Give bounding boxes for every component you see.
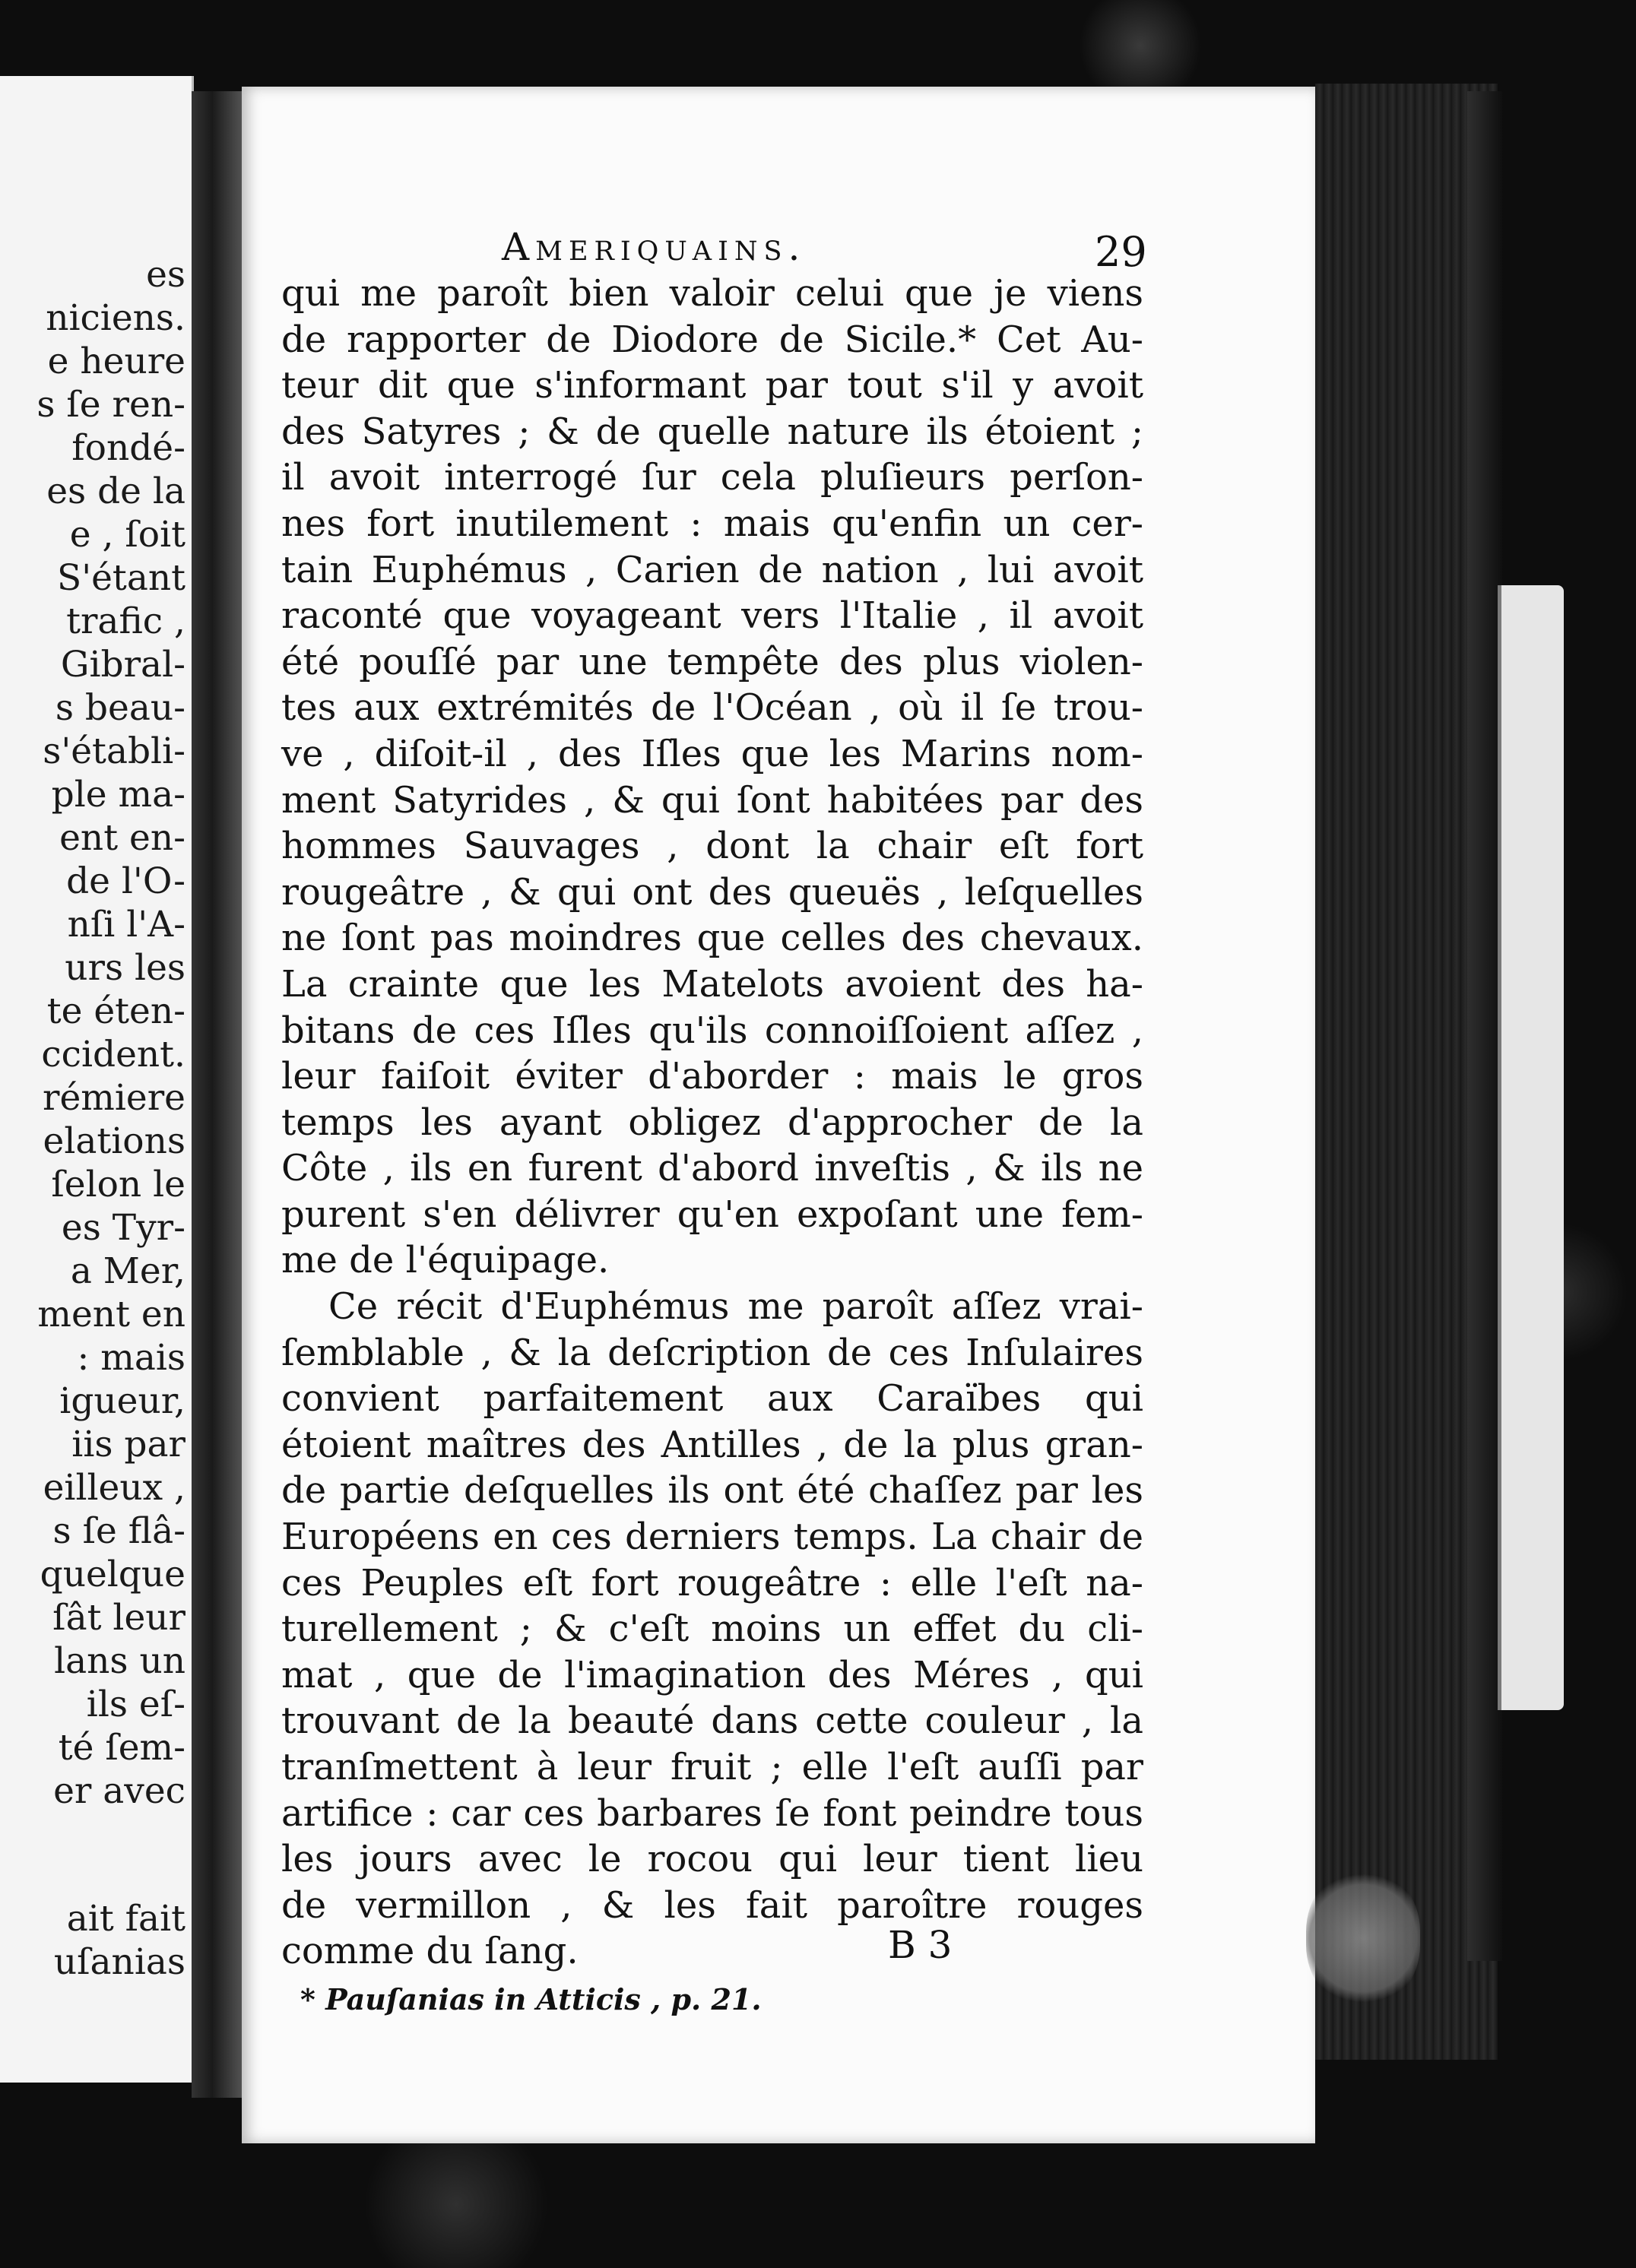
signature-mark: B 3 xyxy=(888,1923,953,1967)
text-line: Européens en ces derniers temps. La chair de xyxy=(281,1516,1143,1559)
previous-page-fragment xyxy=(0,76,194,2083)
text-line: ne ſont pas moindres que celles des chevaux. xyxy=(281,917,1143,960)
text-line: ment Satyrides , & qui ſont habitées par des xyxy=(281,778,1143,822)
text-line: comme du ſang. xyxy=(281,1930,579,1973)
page-body-text xyxy=(281,271,1143,1975)
text-line: ſemblable , & la deſcription de ces Inſulaires xyxy=(281,1331,1143,1374)
fragment-line: urs les xyxy=(65,947,185,989)
fragment-line: ent en- xyxy=(59,817,185,859)
fragment-line: eilleux , xyxy=(43,1467,185,1509)
fragment-line: er avec xyxy=(53,1770,185,1812)
fragment-line: e , ſoit xyxy=(69,514,185,556)
fragment-line: iis par xyxy=(71,1424,185,1465)
fragment-line: : mais xyxy=(77,1337,185,1379)
fragment-line: té ſem- xyxy=(58,1727,185,1769)
fragment-line: es xyxy=(146,254,185,296)
text-line: rougeâtre , & qui ont des queuës , leſquelles xyxy=(281,870,1143,914)
text-line: il avoit interrogé ſur cela pluſieurs perſon- xyxy=(281,456,1143,499)
fragment-line: es de la xyxy=(46,470,185,512)
text-line: nes fort inutilement : mais qu'enfin un cer- xyxy=(281,502,1143,545)
fragment-line: ſât leur xyxy=(52,1597,185,1639)
text-line: mat , que de l'imagination des Méres , qui xyxy=(281,1653,1143,1696)
fragment-line: s ſe ren- xyxy=(36,384,185,426)
fragment-line: quelque xyxy=(40,1554,185,1595)
text-line: de partie deſquelles ils ont été chaſſez par les xyxy=(281,1469,1143,1513)
text-line: tranſmettent à leur fruit ; elle l'eſt auſſi par xyxy=(281,1746,1143,1788)
text-line: les jours avec le rocou qui leur tient lieu xyxy=(281,1838,1143,1881)
text-line: tain Euphémus , Carien de nation , lui avoit xyxy=(281,548,1143,591)
text-line: teur dit que s'informant par tout s'il y avoit xyxy=(281,364,1143,407)
fragment-line: s beau- xyxy=(55,687,185,729)
text-line: hommes Sauvages , dont la chair eſt fort xyxy=(281,825,1143,868)
text-line: qui me paroît bien valoir celui que je viens xyxy=(281,272,1143,315)
text-line: de rapporter de Diodore de Sicile.* Cet Au- xyxy=(281,318,1143,361)
library-stamp xyxy=(1306,1870,1420,2007)
fragment-line: ple ma- xyxy=(51,774,185,816)
text-line: purent s'en délivrer qu'en expoſant une fem- xyxy=(281,1193,1143,1236)
text-line: tes aux extrémités de l'Océan , où il ſe trou- xyxy=(281,686,1143,730)
text-line: Ce récit d'Euphémus me paroît aſſez vrai- xyxy=(328,1285,1143,1329)
text-line: été pouſſé par une tempête des plus violen- xyxy=(281,640,1143,683)
footnote: * Pauſanias in Atticis , p. 21. xyxy=(300,1982,762,2016)
text-line: temps les ayant obligez d'approcher de la xyxy=(281,1101,1143,1144)
fragment-line: lans un xyxy=(54,1640,185,1682)
fragment-line: de l'O- xyxy=(66,860,185,902)
text-line: turellement ; & c'eſt moins un effet du cli- xyxy=(281,1608,1143,1651)
text-line: des Satyres ; & de quelle nature ils étoient ; xyxy=(281,410,1143,453)
fragment-line: Gibral- xyxy=(60,644,185,686)
fragment-line: es Tyr- xyxy=(61,1207,185,1249)
fragment-line: a Mer, xyxy=(70,1250,185,1292)
text-line: me de l'équipage. xyxy=(281,1239,610,1282)
book-gutter xyxy=(192,91,243,2098)
text-line: de vermillon , & les fait paroître rouges xyxy=(281,1883,1143,1927)
fragment-line: elations xyxy=(43,1120,185,1162)
fragment-line: rémiere xyxy=(43,1077,185,1119)
text-line: artifice : car ces barbares ſe font peindre tous xyxy=(281,1791,1143,1835)
text-line: leur faiſoit éviter d'aborder : mais le gros xyxy=(281,1055,1143,1098)
fragment-line: nſi l'A- xyxy=(67,904,185,946)
fragment-line: ment en xyxy=(37,1294,185,1335)
text-line: La crainte que les Matelots avoient des ha- xyxy=(281,962,1143,1006)
fragment-line: te éten- xyxy=(46,990,185,1032)
fragment-line: ait fait xyxy=(66,1898,185,1940)
fragment-line: ils eſ- xyxy=(86,1684,185,1725)
page-number: 29 xyxy=(1095,228,1147,276)
text-line: ve , diſoit-il , des Iſles que les Marins nom- xyxy=(281,732,1143,775)
fragment-line: e heure xyxy=(47,341,185,382)
running-head: Ameriquains. xyxy=(502,225,807,269)
fragment-line: ccident. xyxy=(41,1034,185,1075)
bookmark-strip xyxy=(1498,585,1564,1710)
fragment-line: S'étant xyxy=(57,557,185,599)
fragment-line: s ſe flâ- xyxy=(52,1510,185,1552)
text-line: raconté que voyageant vers l'Italie , il avoit xyxy=(281,594,1143,638)
text-line: Côte , ils en furent d'abord inveſtis , & ils ne xyxy=(281,1147,1143,1190)
fragment-line: fondé- xyxy=(71,427,185,469)
text-line: convient parfaitement aux Caraïbes qui xyxy=(281,1377,1143,1421)
fragment-line: s'établi- xyxy=(43,730,185,772)
fragment-line: igueur, xyxy=(59,1380,185,1422)
fragment-line: trafic , xyxy=(66,600,185,642)
text-line: étoient maîtres des Antilles , de la plus gran- xyxy=(281,1423,1143,1466)
fragment-line: uſanias xyxy=(53,1941,185,1983)
text-line: bitans de ces Iſles qu'ils connoiſſoient aſſez , xyxy=(281,1009,1143,1052)
text-line: trouvant de la beauté dans cette couleur , la xyxy=(281,1699,1143,1743)
fragment-line: ſelon le xyxy=(51,1164,185,1205)
text-line: ces Peuples eſt fort rougeâtre : elle l'eſt na- xyxy=(281,1561,1143,1604)
fragment-line: niciens. xyxy=(46,297,185,339)
